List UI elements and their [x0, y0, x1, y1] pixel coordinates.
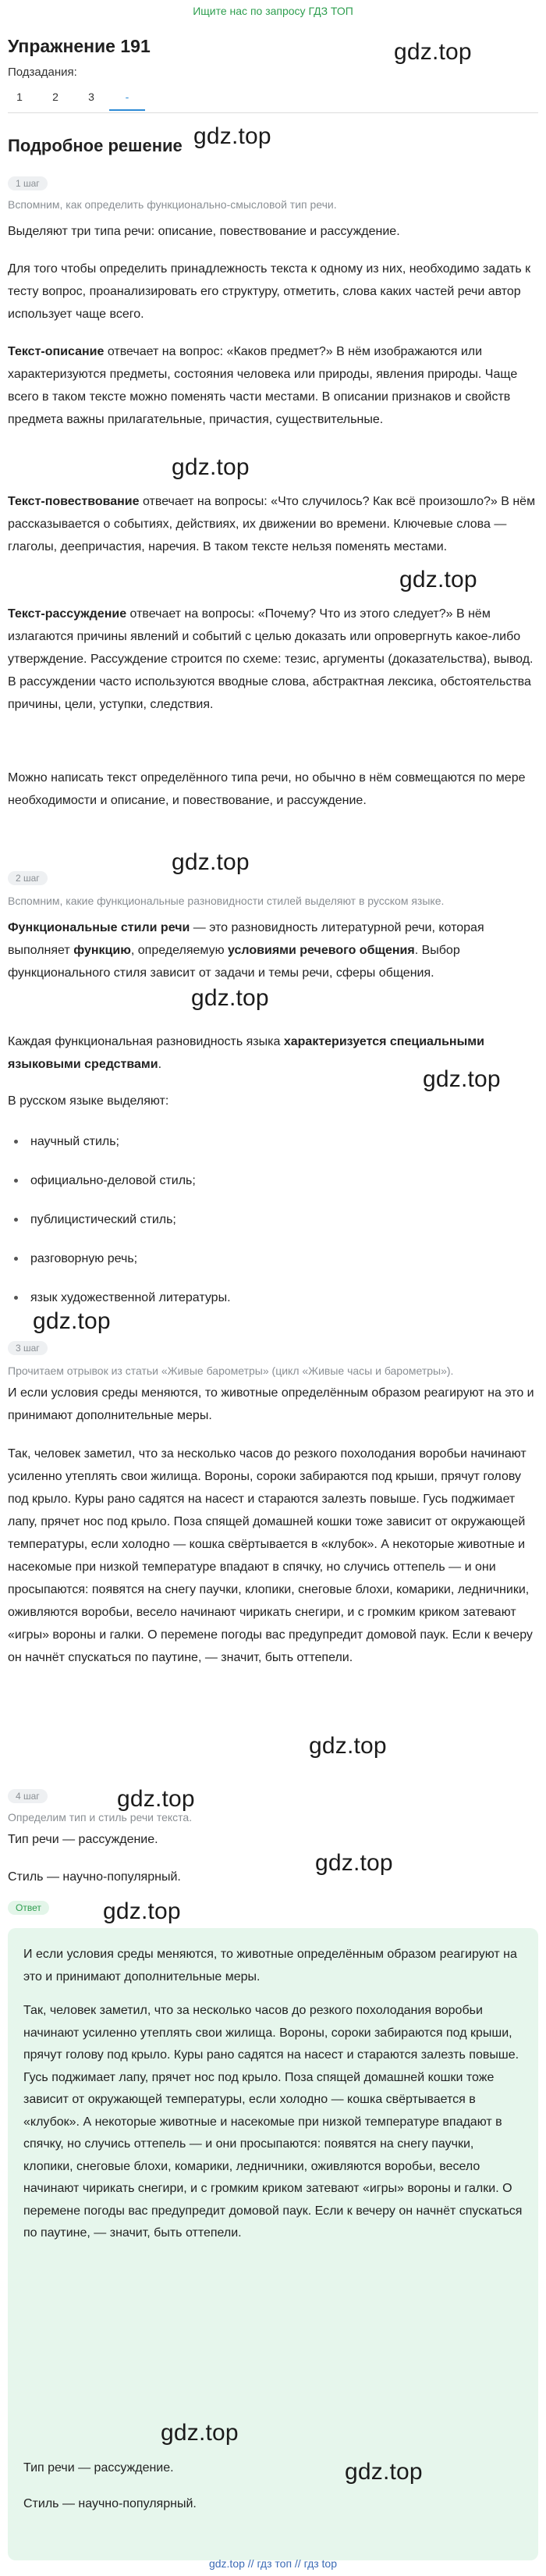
- paragraph-narration: [8, 490, 537, 558]
- step-hint: Вспомним, какие функциональные разновидности стилей выделяют в русском языке.: [8, 895, 445, 907]
- term: условиями речевого общения: [228, 944, 415, 957]
- watermark: gdz.top: [423, 1066, 501, 1092]
- watermark: gdz.top: [309, 1733, 387, 1759]
- tab-3[interactable]: 3: [88, 91, 94, 103]
- paragraph-quote: Так, человек заметил, что за несколько часов до резкого похолодания воробьи начинают усиленно утеплять свои жилища. Вороны, сороки забираются под крыши, прячут голову под крыло. Куры рано садятся на насест и стараются залезть повыше. Гусь поджимает лапу, прячет нос под крыло. Поза спящей домашней кошки тоже зависит от окружающей температуры, если холодно — кошка свёртывается в «клубок». А некоторые животные и насекомые при низкой температуре впадают в спячку, но случись оттепель — и они просыпаются: появятся на снегу паучки, клопики, снеговые блохи, комарики, ледничники, оживляются воробьи, весело начинают чирикать снегири, и с громким криком затевают «игры» вороны и галки. О перемене погоды вас предупредит домовой паук. Если к вечеру он начнёт спускаться по паутине, — значит, быть оттепели.: [8, 1447, 533, 1664]
- watermark: gdz.top: [103, 1898, 181, 1924]
- paragraph: Тип речи — рассуждение.: [8, 1833, 158, 1846]
- paragraph-functional-styles: [8, 916, 537, 984]
- section-title: Подробное решение: [8, 136, 183, 155]
- watermark: gdz.top: [345, 2459, 423, 2485]
- tabs-divider: [8, 112, 538, 113]
- paragraph-text: — это разновидность литературной речи, которая выполняет: [8, 921, 484, 957]
- tab-2[interactable]: 2: [52, 91, 58, 103]
- paragraph-text: отвечает на вопрос: «Каков предмет?» В нём изображаются или характеризуются предметы, состояния человека или природы, явления природы. Чаще всего в таком тексте можно поменять части местами. В описании признаков и свойств предмета важны прилагательные, причастия, существительные.: [8, 345, 518, 426]
- step-badge: 2 шаг: [8, 871, 48, 885]
- paragraph-text: , определяемую: [130, 944, 229, 957]
- watermark: gdz.top: [172, 849, 250, 875]
- bullet-icon: [14, 1179, 18, 1183]
- term: функцию: [73, 944, 131, 957]
- bullet-icon: [14, 1218, 18, 1222]
- paragraph-quote: И если условия среды меняются, то животные определённым образом реагируют на это и принимают дополнительные меры.: [8, 1386, 534, 1422]
- step-hint: Определим тип и стиль речи текста.: [8, 1811, 193, 1823]
- paragraph-text: Каждая функциональная разновидность языка: [8, 1035, 284, 1048]
- footer-links[interactable]: gdz.top // гдз топ // гдз top: [208, 2557, 338, 2570]
- paragraph-text: . Выбор функционального стиля зависит от задачи и темы речи, сферы общения.: [8, 944, 460, 980]
- top-search-hint-link[interactable]: Ищите нас по запросу ГДЗ ТОП: [193, 5, 353, 17]
- page-title: Упражнение 191: [8, 36, 151, 56]
- answer-paragraph: И если условия среды меняются, то животные определённым образом реагируют на это и принимают дополнительные меры.: [23, 1948, 517, 1984]
- paragraph: Для того чтобы определить принадлежность текста к одному из них, необходимо задать к тесту вопрос, проанализировать его структуру, отметить, слова каких частей речи автор использует чаще всего.: [8, 262, 531, 321]
- bullet-icon: [14, 1257, 18, 1261]
- tab-current[interactable]: -: [109, 87, 145, 111]
- term: Текст-повествование: [8, 495, 140, 508]
- paragraph: Стиль — научно-популярный.: [8, 1870, 181, 1884]
- subtasks-label: Подзадания:: [8, 66, 77, 79]
- paragraph: Выделяют три типа речи: описание, повествование и рассуждение.: [8, 225, 400, 238]
- term: Текст-описание: [8, 345, 105, 358]
- term: Функциональные стили речи: [8, 921, 190, 934]
- bullet-icon: [14, 1296, 18, 1300]
- watermark: gdz.top: [191, 985, 269, 1011]
- paragraph-text: .: [158, 1058, 162, 1071]
- step-badge: 1 шаг: [8, 176, 48, 190]
- watermark: gdz.top: [193, 123, 271, 149]
- list-item: научный стиль;: [14, 1133, 538, 1151]
- watermark: gdz.top: [33, 1308, 111, 1334]
- answer-type: Тип речи — рассуждение.: [23, 2461, 174, 2475]
- paragraph-text: отвечает на вопросы: «Что случилось? Как всё произошло?» В нём рассказывается о событиях, действиях, их движении во времени. Ключевые слова — глаголы, деепричастия, наречия. В таком тексте нельзя поменять местами.: [8, 495, 536, 553]
- paragraph: Можно написать текст определённого типа речи, но обычно в нём совмещаются по мере необходимости и описание, и повествование, и рассуждение.: [8, 771, 526, 807]
- paragraph-reasoning: [8, 603, 537, 716]
- step-badge: 3 шаг: [8, 1341, 48, 1355]
- answer-style: Стиль — научно-популярный.: [23, 2497, 197, 2510]
- term: характеризуется специальными языковыми средствами: [8, 1035, 484, 1071]
- watermark: gdz.top: [399, 567, 477, 592]
- paragraph-description: [8, 340, 537, 431]
- step-hint: Вспомним, как определить функционально-смысловой тип речи.: [8, 198, 337, 211]
- list-item: язык художественной литературы.: [14, 1290, 538, 1307]
- list-item: разговорную речь;: [14, 1251, 538, 1268]
- answer-badge: Ответ: [8, 1901, 49, 1915]
- tab-1[interactable]: 1: [16, 91, 23, 103]
- term: Текст-рассуждение: [8, 607, 127, 621]
- step-hint: Прочитаем отрывок из статьи «Живые барометры» (цикл «Живые часы и барометры»).: [8, 1364, 454, 1377]
- watermark: gdz.top: [172, 454, 250, 480]
- watermark: gdz.top: [117, 1786, 195, 1812]
- list-item: публицистический стиль;: [14, 1212, 538, 1229]
- paragraph: В русском языке выделяют:: [8, 1094, 169, 1108]
- paragraph-text: отвечает на вопросы: «Почему? Что из этого следует?» В нём излагаются причины явлений и событий с целью доказать или опровергнуть какое-либо утверждение. Рассуждение строится по схеме: тезис, аргументы (доказательства), вывод. В рассуждении часто используются вводные слова, абстрактная лексика, обстоятельства причины, цели, уступки, следствия.: [8, 607, 534, 711]
- answer-paragraph: Так, человек заметил, что за несколько часов до резкого похолодания воробьи начинают усиленно утеплять свои жилища. Вороны, сороки забираются под крыши, прячут голову под крыло. Куры рано садятся на насест и стараются залезть повыше. Гусь поджимает лапу, прячет нос под крыло. Поза спящей домашней кошки тоже зависит от окружающей температуры, если холодно — кошка свёртывается в «клубок». А некоторые животные и насекомые при низкой температуре впадают в спячку, но случись оттепель — и они просыпаются: появятся на снегу паучки, клопики, снеговые блохи, комарики, ледничники, оживляются воробьи, весело начинают чирикать снегири, и с громким криком затевают «игры» вороны и галки. О перемене погоды вас предупредит домовой паук. Если к вечеру он начнёт спускаться по паутине, — значит, быть оттепели.: [23, 2004, 523, 2240]
- watermark: gdz.top: [161, 2420, 239, 2446]
- watermark: gdz.top: [394, 39, 472, 65]
- bullet-icon: [14, 1140, 18, 1144]
- step-badge: 4 шаг: [8, 1789, 48, 1803]
- subtask-tabs: [0, 87, 145, 111]
- watermark: gdz.top: [315, 1850, 393, 1876]
- list-item: официально-деловой стиль;: [14, 1172, 538, 1190]
